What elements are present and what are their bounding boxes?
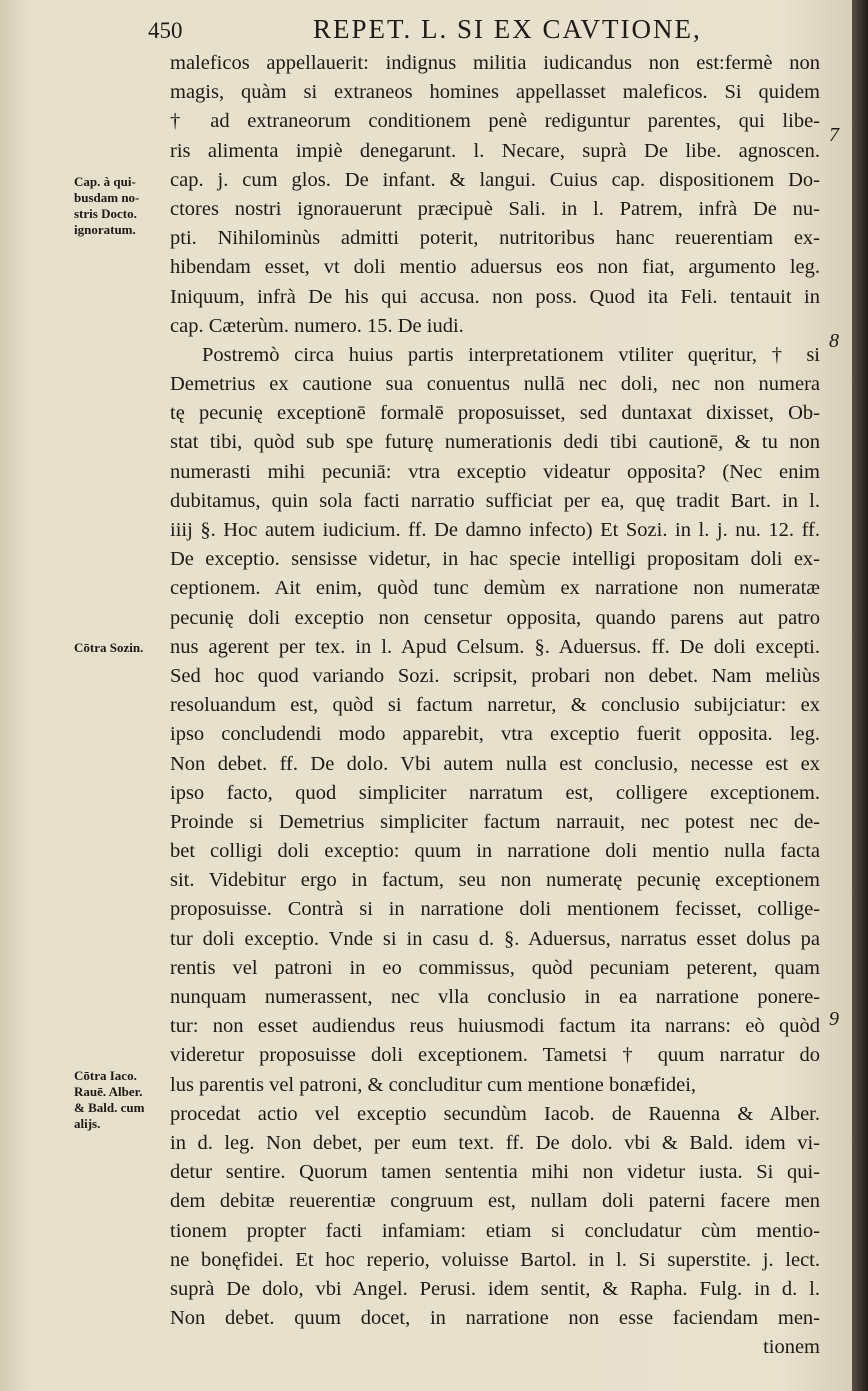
margin-note-line: Cōtra Sozin. [74, 640, 144, 655]
text-line: proposuisse. Contrà si in narratione doli mentionem fecisset, collige- [170, 898, 820, 921]
main-text-block [170, 49, 820, 1362]
text-line: nunquam numerassent, nec vlla conclusio in ea narratione ponere- [170, 986, 820, 1008]
margin-note-line: Cap. à qui- [74, 174, 136, 189]
text-line: procedat actio vel exceptio secundùm Iacob. de Rauenna & Alber. [170, 1102, 820, 1125]
text-line: ipso facto, quod simpliciter narratum est, colligere exceptionem. [170, 781, 820, 804]
text-line: ipso concludendi modo apparebit, vtra exceptio fuerit opposita. leg. [170, 723, 820, 746]
line-number-7: 7 [829, 124, 839, 146]
book-page-edge [852, 0, 868, 1391]
text-line: tur: non esset audiendus reus huiusmodi factum ita narrans: eò quòd [170, 1015, 820, 1038]
text-line: dem debitæ reuerentiæ congruum est, nullam doli paterni facere men [170, 1190, 820, 1213]
margin-note-line: & Bald. cum [74, 1100, 145, 1115]
text-line: ceptionem. Ait enim, quòd tunc demùm ex narratione non numeratæ [170, 577, 820, 600]
margin-note-line: busdam no- [74, 190, 140, 205]
text-line: maleficos appellauerit: indignus militia iudicandus non est:fermè non [170, 52, 820, 74]
line-number-9: 9 [829, 1008, 839, 1030]
text-line: sit. Videbitur ergo in factum, seu non numeratę pecunię exceptionem [170, 869, 820, 892]
text-line: ris alimenta impiè denegarunt. l. Necare, suprà De libe. agnoscen. [170, 139, 820, 162]
text-line: in d. leg. Non debet, per eum text. ff. De dolo. vbi & Bald. idem vi- [170, 1131, 820, 1154]
text-line: Demetrius ex cautione sua conuentus nullā nec doli, nec non numera [170, 373, 820, 396]
text-line: suprà De dolo, vbi Angel. Perusi. idem sentit, & Rapha. Fulg. in d. l. [170, 1277, 820, 1300]
text-line: videretur proposuisse doli exceptionem. Tametsi † quum narratur do [170, 1044, 820, 1067]
margin-note-line: alijs. [74, 1116, 101, 1131]
text-line: pti. Nihilominùs admitti poterit, nutritoribus hanc reuerentiam ex- [170, 227, 820, 250]
margin-note-line: Cōtra Iaco. [74, 1068, 137, 1083]
text-line: bet colligi doli exceptio: quum in narratione doli mentio nulla facta [170, 840, 820, 863]
text-line: pecunię doli exceptio non censetur opposita, quando parens aut patro [170, 606, 820, 629]
text-line: Postremò circa huius partis interpretationem vtiliter quęritur, † si [202, 343, 820, 366]
text-line: iiij §. Hoc autem iudicium. ff. De damno infecto) Et Sozi. in l. j. nu. 12. ff. [170, 519, 820, 541]
page-number: 450 [148, 18, 183, 43]
margin-note-line: stris Docto. [74, 206, 137, 221]
text-line: rentis vel patroni in eo commissus, quòd pecuniam peterent, quam [170, 956, 820, 979]
text-line: cap. Cæterùm. numero. 15. De iudi. [170, 314, 464, 337]
margin-note-line: Rauē. Alber. [74, 1084, 143, 1099]
margin-note-line: ignoratum. [74, 222, 136, 237]
text-line: Iniquum, infrà De his qui accusa. non poss. Quod ita Feli. tentauit in [170, 285, 820, 308]
text-line: De exceptio. sensisse videtur, in hac specie intelligi propositam doli ex- [170, 548, 820, 571]
text-line: Non debet. ff. De dolo. Vbi autem nulla est conclusio, necesse est ex [170, 752, 820, 775]
page-header [0, 10, 852, 46]
text-line: Sed hoc quod variando Sozi. scripsit, probari non debet. Nam meliùs [170, 664, 820, 687]
text-line: Non debet. quum docet, in narratione non esse faciendam men- [170, 1307, 820, 1330]
text-line: magis, quàm si extraneos homines appellasset maleficos. Si quidem [170, 81, 820, 104]
margin-note-iaco [74, 1068, 170, 1132]
text-line: Proinde si Demetrius simpliciter factum narrauit, nec potest nec de- [170, 810, 820, 833]
text-line: † ad extraneorum conditionem penè rediguntur parentes, qui libe- [170, 110, 820, 133]
text-line: dubitamus, quin sola facti narratio sufficiat per ea, quę tradit Bart. in l. [170, 489, 820, 512]
text-line: ctores nostri ignorauerunt præcipuè Sali. in l. Patrem, infrà De nu- [170, 197, 820, 220]
running-title: REPET. L. SI EX CAVTIONE, [313, 14, 702, 44]
text-line: tę pecunię exceptionē formalē proposuisset, sed duntaxat dixisset, Ob- [170, 402, 820, 425]
line-number-8: 8 [829, 330, 839, 352]
margin-note-sozin [74, 640, 170, 656]
margin-note-cap [74, 174, 170, 238]
text-line: resoluandum est, quòd si factum narretur, & conclusio subijciatur: ex [170, 694, 820, 717]
text-line: numerasti mihi pecuniā: vtra exceptio videatur opposita? (Nec enim [170, 460, 820, 483]
text-line: lus parentis vel patroni, & concluditur cum mentione bonæfidei, [170, 1073, 697, 1096]
text-line: nus agerent per tex. in l. Apud Celsum. §. Aduersus. ff. De doli excepti. [170, 635, 820, 658]
text-line: detur sentire. Quorum tamen sententia mihi non videtur iusta. Si qui- [170, 1161, 820, 1184]
text-line: cap. j. cum glos. De infant. & langui. Cuius cap. dispositionem Do- [170, 168, 820, 191]
text-line: tionem propter facti infamiam: etiam si concludatur cùm mentio- [170, 1219, 820, 1242]
text-line: hibendam esset, vt doli mentio aduersus eos non fiat, argumento leg. [170, 256, 820, 279]
text-line: tionem [763, 1336, 820, 1359]
text-line: tur doli exceptio. Vnde si in casu d. §. Aduersus, narratus esset dolus pa [170, 927, 820, 950]
text-line: stat tibi, quòd sub spe futurę numerationis dedi tibi cautionē, & tu non [170, 431, 820, 454]
text-line: ne bonęfidei. Et hoc reperio, voluisse Bartol. in l. Si superstite. j. lect. [170, 1248, 820, 1271]
